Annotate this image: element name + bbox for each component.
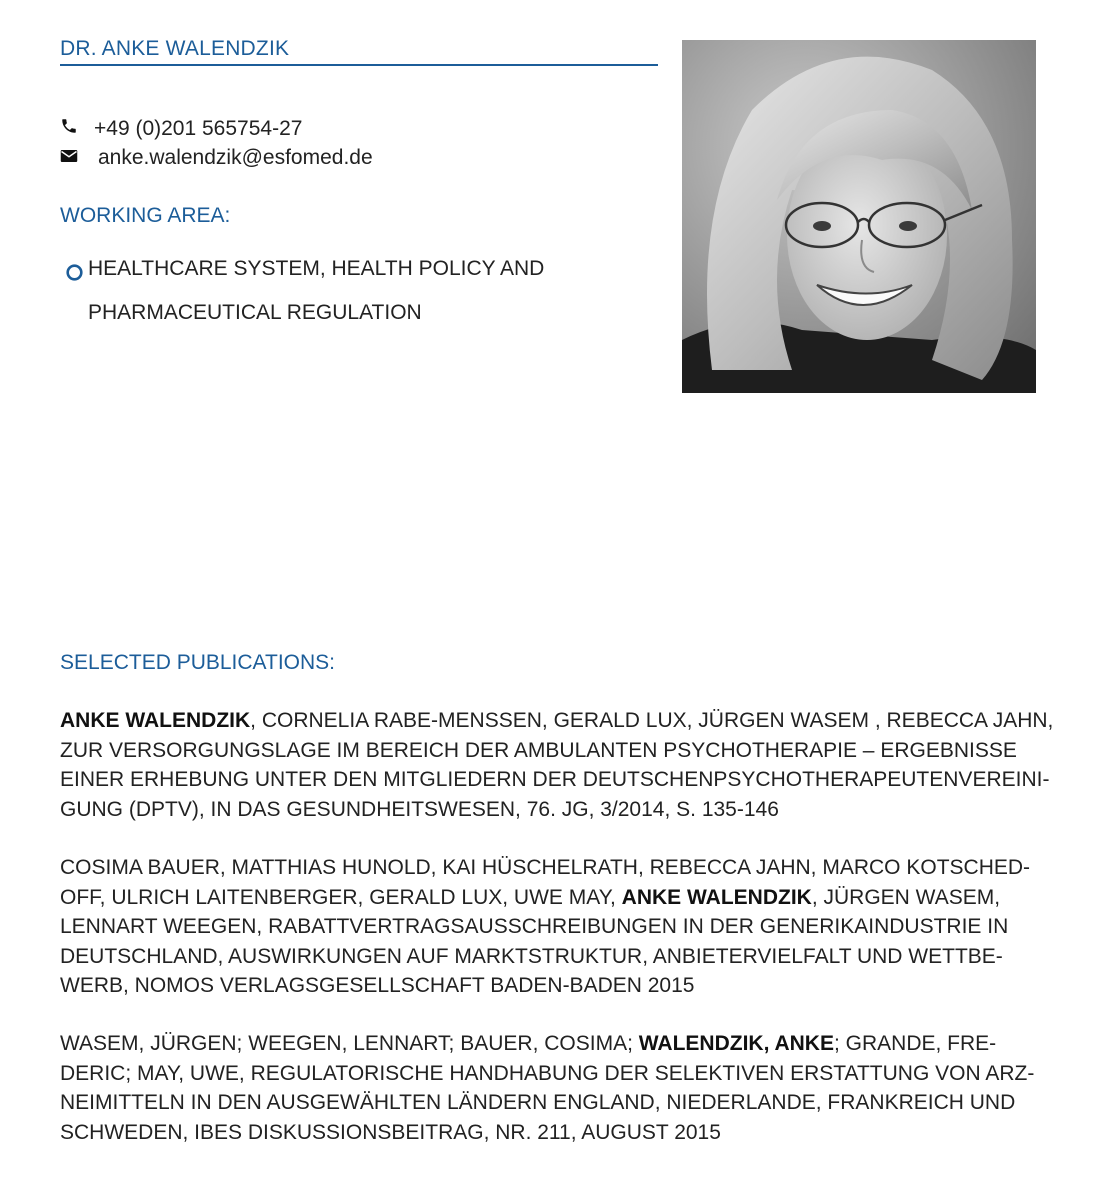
publication-text: EINER ERHEBUNG UNTER DEN MITGLIEDERN DER DEUTSCHENPSYCHOTHERAPEUTENVEREINI- [60,768,1050,791]
publication-text: , CORNELIA RABE-MENSSEN, GERALD LUX, JÜRGEN WASEM , REBECCA JAHN, [250,709,1054,732]
publication-author-bold: ANKE WALENDZIK [621,885,812,909]
publication-text: LENNART WEEGEN, RABATTVERTRAGSAUSSCHREIBUNGEN IN DER GENERIKAINDUSTRIE IN [60,915,1009,938]
publication-item [60,706,1054,824]
circle-bullet-icon [66,253,83,297]
publication-text: SCHWEDEN, IBES DISKUSSIONSBEITRAG, NR. 211, AUGUST 2015 [60,1120,721,1144]
publication-item [60,1029,1040,1147]
phone-icon [60,116,84,142]
publication-text: WERB, NOMOS VERLAGSGESELLSCHAFT BADEN-BADEN 2015 [60,974,695,997]
publication-text: COSIMA BAUER, MATTHIAS HUNOLD, KAI HÜSCHELRATH, REBECCA JAHN, MARCO KOTSCHED- [60,856,1031,879]
publication-text: DERIC; MAY, UWE, REGULATORISCHE HANDHABUNG DER SELEKTIVEN ERSTATTUNG VON ARZ- [60,1061,1035,1085]
publication-text: , JÜRGEN WASEM, [811,885,1001,909]
publications-heading: SELECTED PUBLICATIONS: [60,651,336,674]
publication-text: ; GRANDE, FRE- [833,1032,997,1055]
contact-phone[interactable] [60,116,302,142]
email-link[interactable]: anke.walendzik@esfomed.de [98,146,373,169]
publication-text: ZUR VERSORGUNGSLAGE IM BEREICH DER AMBULANTEN PSYCHOTHERAPIE – ERGEBNISSE [60,738,1017,762]
publication-text: GUNG (DPTV), IN DAS GESUNDHEITSWESEN, 76. JG, 3/2014, S. 135-146 [60,797,779,821]
profile-photo [682,40,1036,393]
working-area-line-2: PHARMACEUTICAL REGULATION [88,301,422,324]
publication-text: DEUTSCHLAND, AUSWIRKUNGEN AUF MARKTSTRUKTUR, ANBIETERVIELFALT UND WETTBE- [60,944,1003,968]
profile-name: DR. ANKE WALENDZIK [60,36,658,66]
publication-text: WASEM, JÜRGEN; WEEGEN, LENNART; BAUER, COSIMA; [60,1032,639,1055]
envelope-icon [60,145,84,171]
working-area-item [66,247,586,335]
publication-author-bold: WALENDZIK, ANKE [638,1032,834,1055]
publication-text: OFF, ULRICH LAITENBERGER, GERALD LUX, UWE MAY, [60,885,622,909]
working-area-heading: WORKING AREA: [60,204,231,227]
contact-email[interactable] [60,145,373,171]
working-area-line-1: HEALTHCARE SYSTEM, HEALTH POLICY AND [88,257,545,280]
phone-number[interactable]: +49 (0)201 565754-27 [94,117,303,140]
publication-text: NEIMITTELN IN DEN AUSGEWÄHLTEN LÄNDERN ENGLAND, NIEDERLANDE, FRANKREICH UND [60,1091,1016,1114]
publication-author-bold: ANKE WALENDZIK [60,709,251,732]
publication-item [60,853,1040,1001]
